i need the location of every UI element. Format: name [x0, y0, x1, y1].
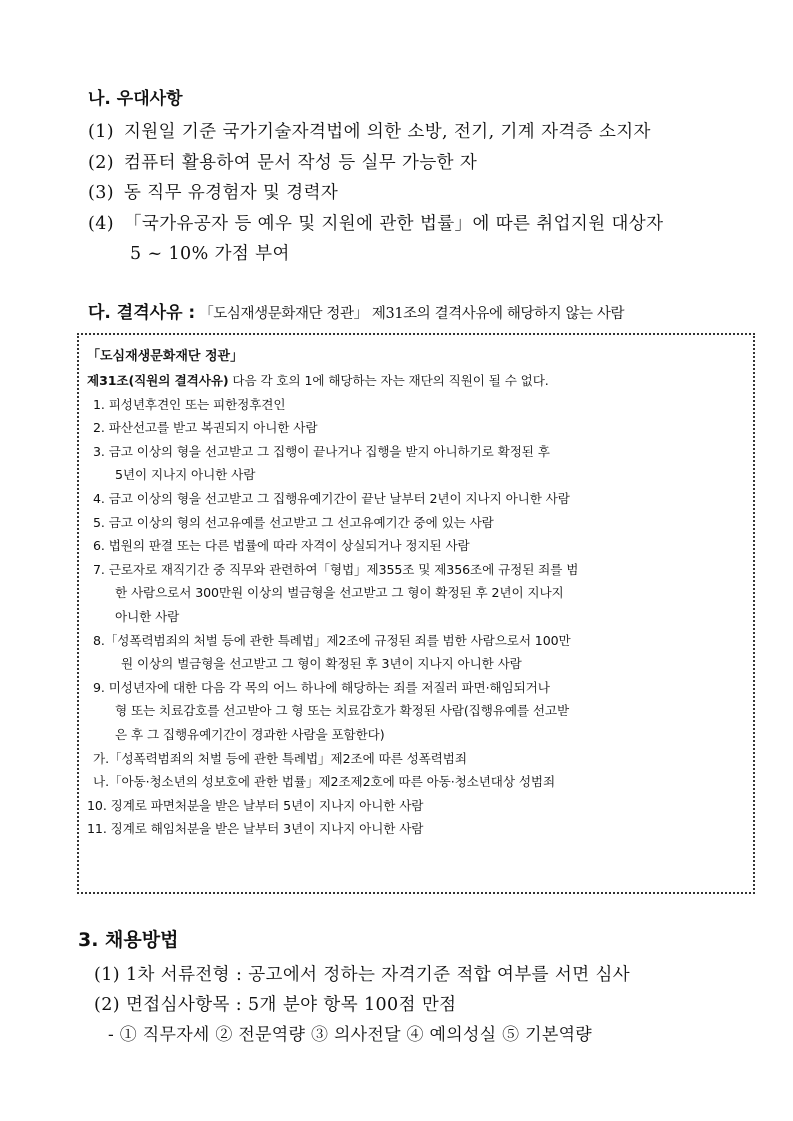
section-disqualification-label: 다. 결격사유 :	[88, 303, 196, 323]
disqualification-item-9-cont-1: 형 또는 치료감호를 선고받아 그 형 또는 치료감호가 확정된 사람(집행유예를 선고받	[115, 703, 570, 719]
disqualification-item-8: 8.「성폭력범죄의 처벌 등에 관한 특례법」제2조에 규정된 죄를 범한 사람으로서 100만	[93, 632, 571, 648]
preference-item-4-continuation: 5 ~ 10% 가점 부여	[130, 244, 290, 264]
disqualification-item-7-cont-2: 아니한 사람	[115, 608, 180, 624]
disqualification-item-3-cont: 5년이 지나지 아니한 사람	[115, 467, 256, 483]
section-preferences	[88, 84, 768, 270]
disqualification-item-7: 7. 근로자로 재직기간 중 직무와 관련하여「형법」제355조 및 제356조에 규정된 죄를 범	[93, 561, 579, 577]
disqualification-item-9-ga: 가.「성폭력범죄의 처벌 등에 관한 특례법」제2조에 따른 성폭력범죄	[93, 750, 467, 766]
section-hiring-method-title: 3. 채용방법	[78, 929, 179, 951]
disqualification-item-2: 2. 파산선고를 받고 복권되지 아니한 사람	[93, 420, 318, 436]
disqualification-item-9-na: 나.「아동·청소년의 성보호에 관한 법률」제2조제2호에 따른 아동·청소년대상 성범죄	[93, 774, 556, 790]
disqualification-item-9-cont-2: 은 후 그 집행유예기간이 경과한 사람을 포함한다)	[115, 726, 385, 742]
disqualification-item-4: 4. 금고 이상의 형을 선고받고 그 집행유예기간이 끝난 날부터 2년이 지나지 아니한 사람	[93, 490, 570, 506]
interview-criteria: - ① 직무자세 ② 전문역량 ③ 의사전달 ④ 예의성실 ⑤ 기본역량	[108, 1025, 593, 1045]
disqualification-item-10: 10. 징계로 파면처분을 받은 날부터 5년이 지나지 아니한 사람	[87, 797, 424, 813]
article-text: 다음 각 호의 1에 해당하는 자는 재단의 직원이 될 수 없다.	[228, 373, 549, 388]
preference-item-1: (1) 지원일 기준 국가기술자격법에 의한 소방, 전기, 기계 자격증 소지자	[88, 122, 651, 142]
section-disqualification-desc: 「도심재생문화재단 정관」 제31조의 결격사유에 해당하지 않는 사람	[199, 306, 625, 322]
hiring-step-1: (1) 1차 서류전형 : 공고에서 정하는 자격기준 적합 여부를 서면 심사	[94, 965, 631, 985]
section-hiring-method	[78, 925, 768, 1050]
hiring-step-2: (2) 면접심사항목 : 5개 분야 항목 100점 만점	[94, 995, 457, 1015]
disqualification-item-8-cont: 원 이상의 벌금형을 선고받고 그 형이 확정된 후 3년이 지나지 아니한 사람	[121, 656, 522, 672]
disqualification-item-7-cont-1: 한 사람으로서 300만원 이상의 벌금형을 선고받고 그 형이 확정된 후 2년이 지나지	[115, 585, 564, 601]
preference-item-4: (4) 「국가유공자 등 예우 및 지원에 관한 법률」에 따른 취업지원 대상자	[88, 213, 664, 234]
disqualification-item-1: 1. 피성년후견인 또는 피한정후견인	[93, 396, 286, 412]
disqualification-item-9: 9. 미성년자에 대한 다음 각 목의 어느 하나에 해당하는 죄를 저질러 파면·해임되거나	[93, 679, 550, 695]
article-heading	[87, 369, 745, 393]
section-preferences-title: 나. 우대사항	[88, 89, 183, 109]
preference-item-3: (3) 동 직무 유경험자 및 경력자	[88, 183, 339, 203]
articles-box	[77, 333, 755, 894]
disqualification-item-11: 11. 징계로 해임처분을 받은 날부터 3년이 지나지 아니한 사람	[87, 821, 424, 837]
article-head: 제31조(직원의 결격사유)	[87, 373, 229, 388]
articles-box-title: 「도심재생문화재단 정관」	[87, 349, 244, 364]
preference-item-2: (2) 컴퓨터 활용하여 문서 작성 등 실무 가능한 자	[88, 152, 478, 173]
disqualification-item-3: 3. 금고 이상의 형을 선고받고 그 집행이 끝나거나 집행을 받지 아니하기로 확정된 후	[93, 443, 550, 459]
disqualification-item-6: 6. 법원의 판결 또는 다른 법률에 따라 자격이 상실되거나 정지된 사람	[93, 538, 470, 554]
section-disqualification	[88, 298, 624, 323]
disqualification-item-5: 5. 금고 이상의 형의 선고유예를 선고받고 그 선고유예기간 중에 있는 사람	[93, 514, 494, 530]
